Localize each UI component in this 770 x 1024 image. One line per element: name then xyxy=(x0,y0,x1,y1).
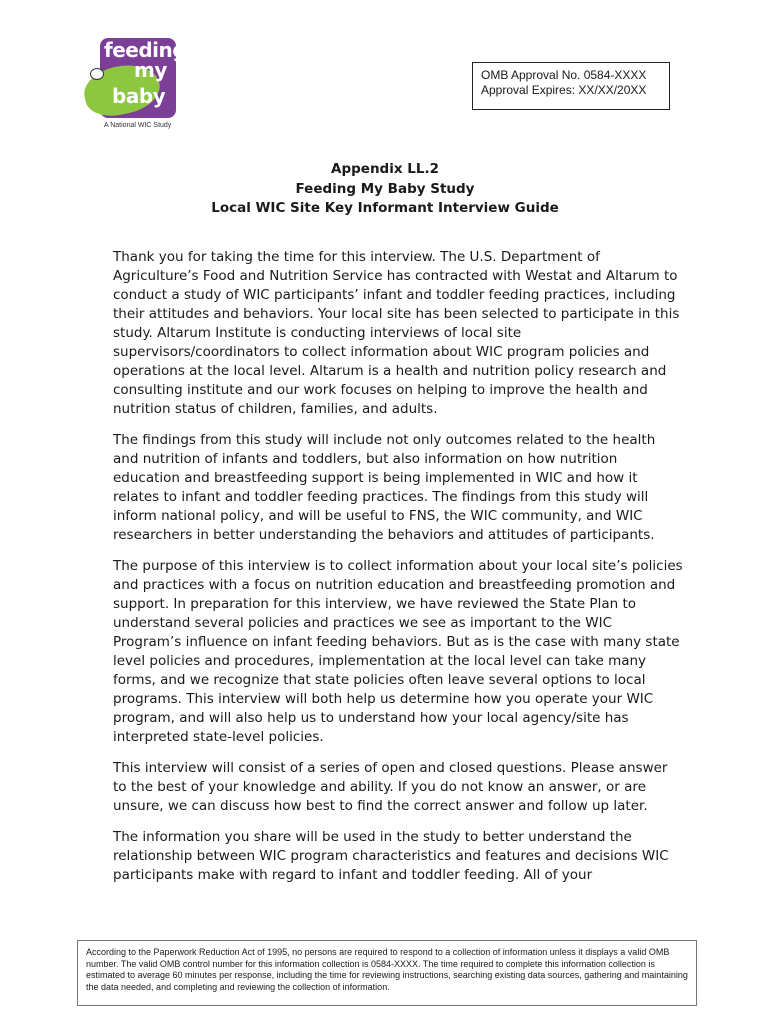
heading-study-name: Feeding My Baby Study xyxy=(295,180,475,197)
omb-approval-expires: Approval Expires: XX/XX/20XX xyxy=(481,83,647,97)
logo-word-baby: baby xyxy=(112,84,166,108)
heading-appendix: Appendix LL.2 xyxy=(331,161,439,177)
bird-icon xyxy=(90,68,104,80)
heading-guide-title: Local WIC Site Key Informant Interview Guide xyxy=(211,200,559,216)
paragraph-format: This interview will consist of a series of open and closed questions. Please answer to the best of your knowledge and ability. If you do not know an answer, or are unsure, we can discuss how best to find the correct answer and follow up later. xyxy=(113,760,668,814)
logo-word-feeding: feeding xyxy=(104,38,187,62)
study-logo xyxy=(82,38,187,134)
paragraph-purpose: The purpose of this interview is to collect information about your local site’s policies and practices with a focus on nutrition education and breastfeeding promotion and support. In preparation for this interview, we have reviewed the State Plan to understand several policies and practices we see as important to the WIC Program’s influence on infant feeding behaviors. But as is the case with many state level policies and procedures, implementation at the local level can take many forms, and we recognize that state policies often leave several options to local programs. This interview will both help us determine how you operate your WIC program, and will also help us to understand how your local agency/site has interpreted state-level policies. xyxy=(113,558,683,745)
document-body xyxy=(113,248,683,897)
omb-approval-number: OMB Approval No. 0584-XXXX xyxy=(481,68,647,82)
omb-approval-box xyxy=(472,62,670,110)
logo-tagline: A National WIC Study xyxy=(104,122,172,129)
document-heading xyxy=(0,160,770,219)
paperwork-reduction-notice: According to the Paperwork Reduction Act of 1995, no persons are required to respond to a collection of information unless it displays a valid OMB number. The valid OMB control number for this information collection is 0584-XXXX. The time required to complete this information collection is estimated to average 60 minutes per response, including the time for reviewing instructions, searching existing data sources, gathering and maintaining the data needed, and completing and reviewing the collection of information. xyxy=(77,940,697,1006)
paragraph-intro: Thank you for taking the time for this interview. The U.S. Department of Agriculture’s Food and Nutrition Service has contracted with Westat and Altarum to conduct a study of WIC participants’ infant and toddler feeding practices, including their attitudes and behaviors. Your local site has been selected to participate in this study. Altarum Institute is conducting interviews of local site supervisors/coordinators to collect information about WIC program policies and operations at the local level. Altarum is a health and nutrition policy research and consulting institute and our work focuses on helping to improve the health and nutrition status of children, families, and adults. xyxy=(113,249,680,417)
paragraph-findings: The findings from this study will include not only outcomes related to the health and nutrition of infants and toddlers, but also information on how nutrition education and breastfeeding support is being implemented in WIC and how it relates to infant and toddler feeding practices. The findings from this study will inform national policy, and will be useful to FNS, the WIC community, and WIC researchers in better understanding the behaviors and attitudes of participants. xyxy=(113,432,656,543)
logo-word-my: my xyxy=(134,58,167,82)
paragraph-information-use: The information you share will be used in the study to better understand the relationship between WIC program characteristics and features and decisions WIC participants make with regard to infant and toddler feeding. All of your xyxy=(113,829,669,883)
